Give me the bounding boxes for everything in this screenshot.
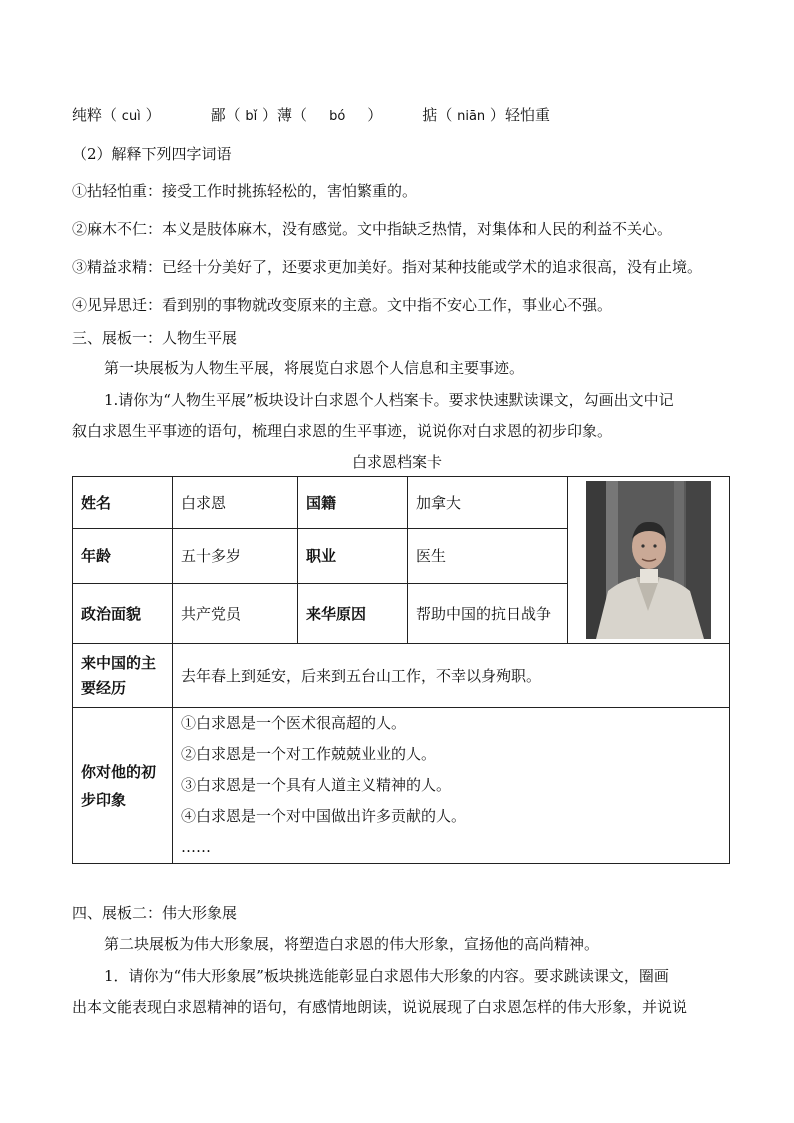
profile-card-table [72,476,730,864]
experience-label-line1: 来中国的主 [81,653,157,672]
impression-item: ③白求恩是一个具有人道主义精神的人。 [181,776,452,794]
section3-task-line1: 1.请你为“人物生平展”板块设计白求恩个人档案卡。要求快速默读课文，勾画出文中记 [104,391,674,409]
nationality-value: 加拿大 [408,477,568,529]
experience-label-line2: 要经历 [81,678,127,697]
reason-value: 帮助中国的抗日战争 [408,584,568,644]
pinyin-nian: niān [457,109,486,124]
word-chuncui: 纯粹 [72,106,103,124]
idiom-2: ②麻木不仁：本义是肢体麻木，没有感觉。文中指缺乏热情，对集体和人民的利益不关心。 [72,220,673,238]
age-value: 五十多岁 [173,528,298,584]
q2-heading: （2）解释下列四字词语 [72,145,232,163]
job-label: 职业 [298,528,408,584]
nationality-label: 国籍 [298,477,408,529]
section3-task-line2: 叙白求恩生平事迹的语句，梳理白求恩的生平事迹，说说你对白求恩的初步印象。 [72,422,613,440]
impression-label-line1: 你对他的初 [81,762,157,781]
impression-list [173,708,730,864]
name-label: 姓名 [73,477,173,529]
section3-intro: 第一块展板为人物生平展，将展览白求恩个人信息和主要事迹。 [104,359,525,377]
age-label: 年龄 [73,528,173,584]
job-value: 医生 [408,528,568,584]
pinyin-line: 纯粹（ cuì ） 鄙（ bǐ ）薄（ bó ） 掂（ niān ）轻怕重 [72,106,550,124]
section4-task-line1: 1．请你为“伟大形象展”板块挑选能彰显白求恩伟大形象的内容。要求跳读课文，圈画 [104,967,669,985]
impression-label-line2: 步印象 [81,790,127,809]
card-title: 白求恩档案卡 [351,453,442,471]
pinyin-bi: bǐ [245,109,258,124]
pinyin-cui: cuì [121,109,141,124]
idiom-1: ①拈轻怕重：接受工作时挑拣轻松的，害怕繁重的。 [72,182,418,200]
section4-task-line2: 出本文能表现白求恩精神的语句，有感情地朗读，说说展现了白求恩怎样的伟大形象，并说说 [72,998,688,1016]
political-label: 政治面貌 [73,584,173,644]
portrait-photo [586,481,711,639]
impression-item: ②白求恩是一个对工作兢兢业业的人。 [181,745,437,763]
impression-item: ①白求恩是一个医术很高超的人。 [181,714,407,732]
portrait-cell [568,477,730,644]
experience-label [73,644,173,708]
section3-heading: 三、展板一：人物生平展 [72,329,238,347]
impression-label [73,708,173,864]
idiom-3: ③精益求精：已经十分美好了，还要求更加美好。指对某种技能或学术的追求很高，没有止境。 [72,258,703,276]
reason-label: 来华原因 [298,584,408,644]
name-value: 白求恩 [173,477,298,529]
impression-item: ④白求恩是一个对中国做出许多贡献的人。 [181,807,467,825]
impression-item: …… [181,838,211,856]
word-nian: 掂 [422,106,438,124]
idiom-4: ④见异思迁：看到别的事物就改变原来的主意。文中指不安心工作，事业心不强。 [72,296,613,314]
word-qingpazhong: 轻怕重 [504,106,550,124]
word-bi: 鄙 [210,106,226,124]
pinyin-bo: bó [329,109,346,124]
section4-intro: 第二块展板为伟大形象展，将塑造白求恩的伟大形象，宣扬他的高尚精神。 [104,935,600,953]
political-value: 共产党员 [173,584,298,644]
experience-value: 去年春上到延安，后来到五台山工作，不幸以身殉职。 [173,644,730,708]
section4-heading: 四、展板二：伟大形象展 [72,904,238,922]
word-bo: 薄 [277,106,293,124]
